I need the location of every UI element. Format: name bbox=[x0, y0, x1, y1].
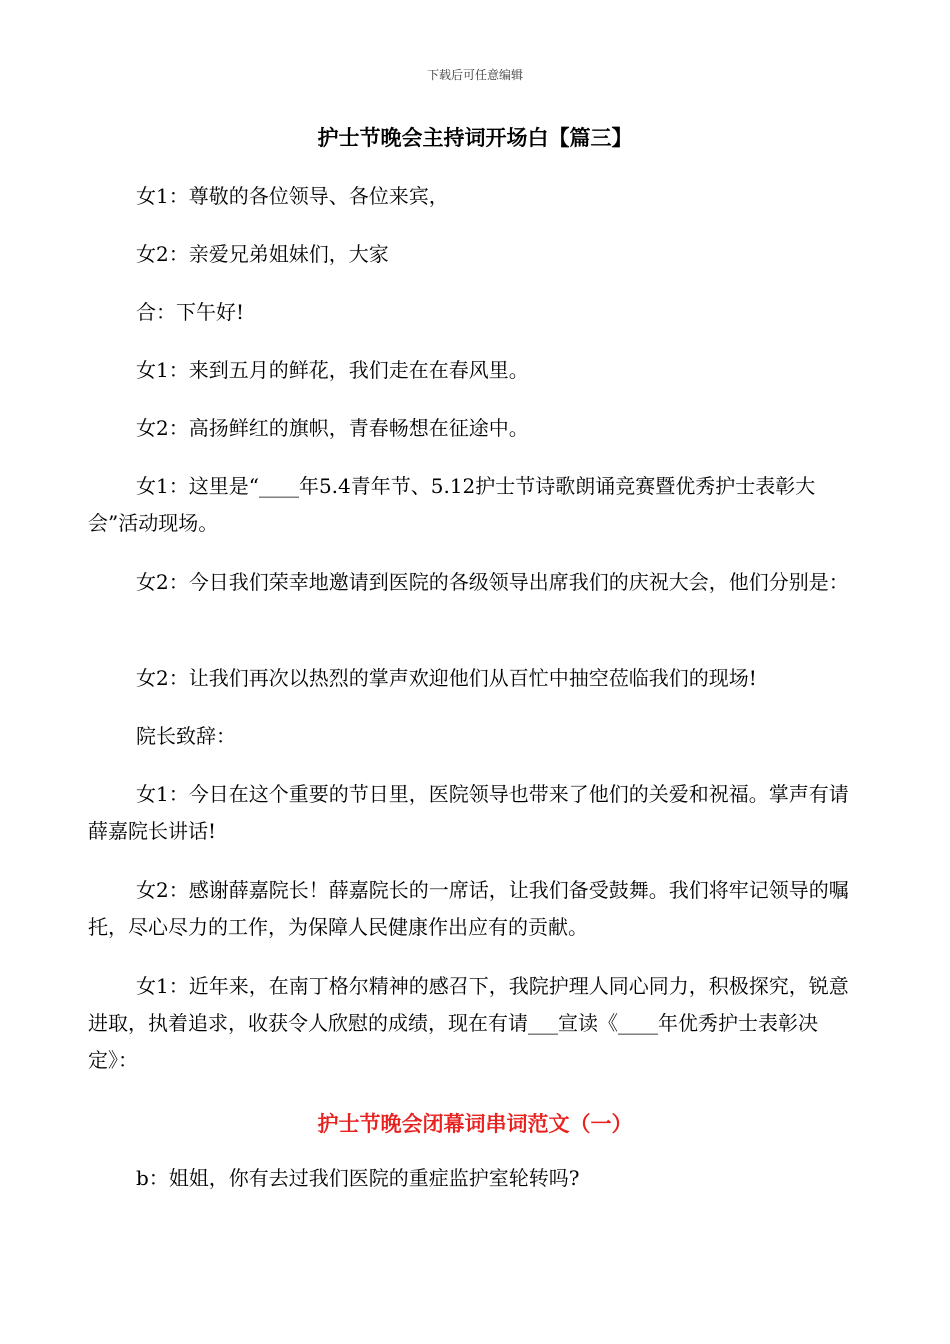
paragraph: 女1：尊敬的各位领导、各位来宾， bbox=[136, 184, 449, 208]
header-note: 下载后可任意编辑 bbox=[426, 68, 523, 82]
paragraph: 院长致辞： bbox=[136, 724, 236, 748]
paragraph: 女2：高扬鲜红的旗帜，青春畅想在征途中。 bbox=[136, 416, 529, 440]
section-title: 护士节晚会闭幕词串词范文（一） bbox=[317, 1111, 633, 1136]
paragraph: b：姐姐，你有去过我们医院的重症监护室轮转吗? bbox=[136, 1166, 580, 1190]
paragraph: 女2：今日我们荣幸地邀请到医院的各级领导出席我们的庆祝大会，他们分别是： bbox=[136, 570, 849, 594]
document-title: 护士节晚会主持词开场白【篇三】 bbox=[317, 125, 633, 150]
paragraph: 女2：亲爱兄弟姐妹们，大家 bbox=[136, 242, 389, 266]
paragraph: 女2：感谢薛嘉院长！薛嘉院长的一席话，让我们备受鼓舞。我们将牢记领导的嘱托，尽心尽力的工作，为保障人民健康作出应有的贡献。 bbox=[88, 878, 849, 939]
paragraph: 女2：让我们再次以热烈的掌声欢迎他们从百忙中抽空莅临我们的现场! bbox=[136, 666, 757, 690]
paragraph: 女1：今日在这个重要的节日里，医院领导也带来了他们的关爱和祝福。掌声有请薛嘉院长讲话! bbox=[88, 782, 849, 843]
paragraph: 合：下午好! bbox=[136, 300, 245, 324]
paragraph: 女1：这里是“____年5.4青年节、5.12护士节诗歌朗诵竞赛暨优秀护士表彰大会”活动现场。 bbox=[88, 474, 816, 535]
paragraph: 女1：近年来，在南丁格尔精神的感召下，我院护理人同心同力，积极探究，锐意进取，执着追求，收获令人欣慰的成绩，现在有请___宣读《____年优秀护士表彰决定》： bbox=[88, 974, 849, 1072]
paragraph: 女1：来到五月的鲜花，我们走在在春风里。 bbox=[136, 358, 529, 382]
document-body bbox=[88, 178, 854, 1178]
section-body bbox=[88, 1160, 854, 1200]
